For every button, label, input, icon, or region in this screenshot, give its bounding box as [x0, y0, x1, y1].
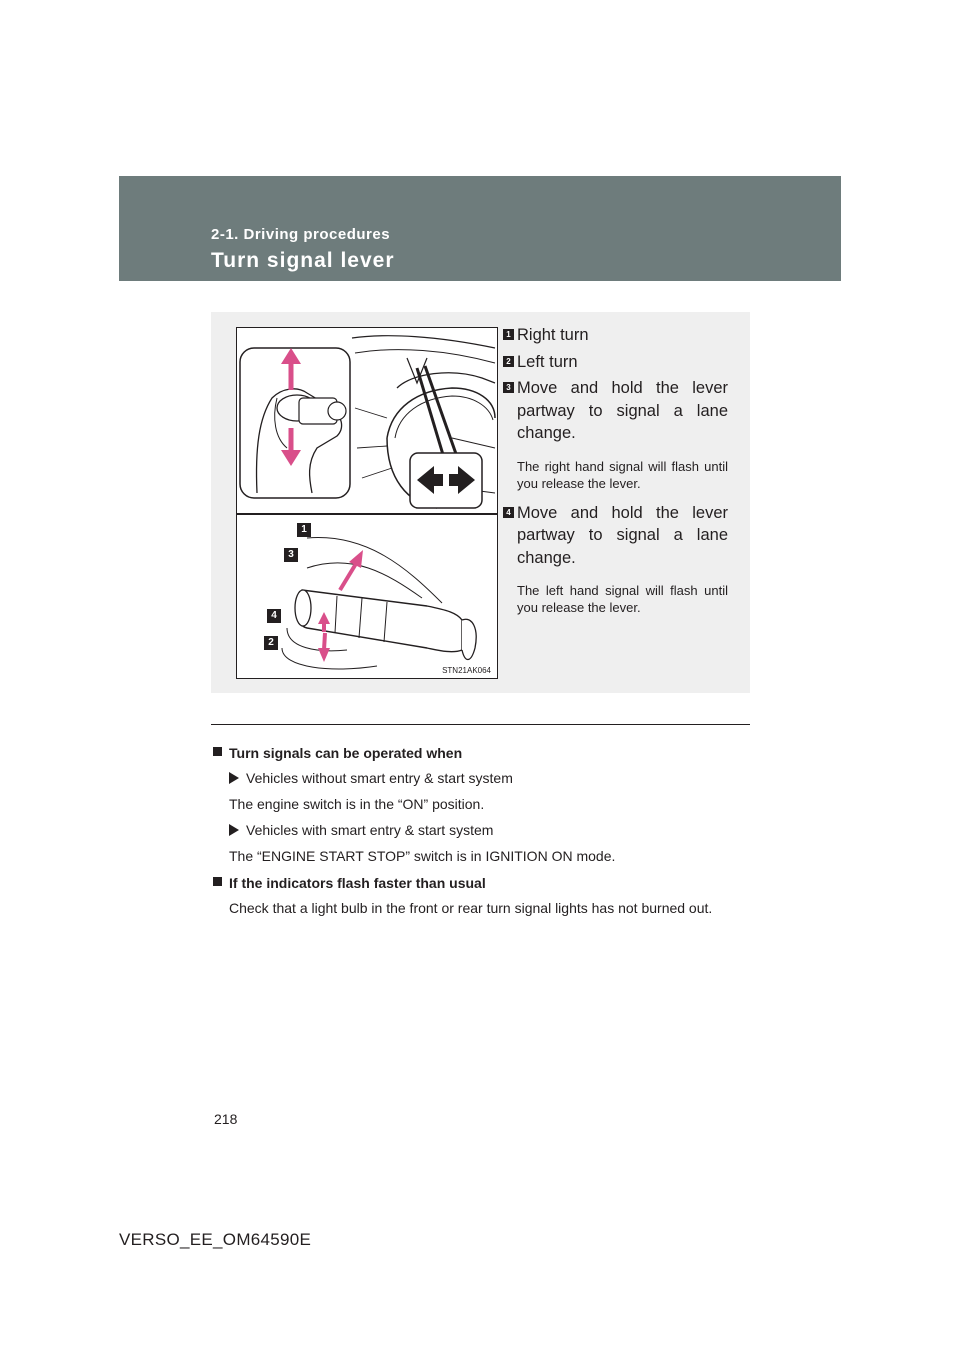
step-note: The left hand signal will flash until you release the lever. — [517, 583, 728, 615]
page-number: 218 — [214, 1111, 238, 1127]
callout-badge: 2 — [264, 636, 278, 650]
callout-badge: 4 — [267, 609, 281, 623]
triangle-bullet-icon — [229, 824, 239, 836]
illustration-panel — [211, 312, 750, 693]
page-title: Turn signal lever — [211, 249, 395, 272]
step-list — [503, 324, 728, 626]
divider-rule — [211, 724, 750, 725]
lever-illustration — [237, 328, 497, 678]
figure-code: STN21AK064 — [442, 666, 491, 675]
step-item — [503, 324, 728, 347]
note-paragraph: Check that a light bulb in the front or rear turn signal lights has not burned out. — [229, 900, 713, 916]
step-text: Left turn — [517, 352, 578, 371]
square-bullet-icon — [213, 877, 222, 886]
step-item — [503, 377, 728, 492]
section-header — [119, 176, 841, 281]
document-code: VERSO_EE_OM64590E — [119, 1230, 312, 1249]
step-number-badge: 2 — [503, 356, 514, 367]
square-bullet-icon — [213, 747, 222, 756]
note-item-detail: The “ENGINE START STOP” switch is in IGNITION ON mode. — [229, 848, 616, 864]
note-heading — [213, 872, 743, 898]
note-heading — [213, 742, 743, 768]
note-item-detail: The engine switch is in the “ON” position. — [229, 796, 485, 812]
step-number-badge: 1 — [503, 329, 514, 340]
note-item-label: Vehicles without smart entry & start system — [246, 770, 513, 786]
note-item-group — [213, 768, 743, 872]
section-label: 2-1. Driving procedures — [211, 226, 391, 243]
step-number-badge: 3 — [503, 382, 514, 393]
notes-section — [213, 742, 743, 918]
step-text: Right turn — [517, 326, 589, 344]
callout-badge: 3 — [284, 548, 298, 562]
callout-badge: 1 — [297, 523, 311, 537]
step-item — [503, 351, 728, 374]
note-heading-text: Turn signals can be operated when — [229, 745, 463, 761]
step-number-badge: 4 — [503, 507, 514, 518]
step-item — [503, 502, 728, 617]
note-item-label: Vehicles with smart entry & start system — [246, 822, 494, 838]
note-heading-text: If the indicators flash faster than usual — [229, 875, 486, 891]
step-text: Move and hold the lever partway to signal a lane change. — [517, 503, 728, 567]
turn-signal-lever-figure — [236, 327, 498, 679]
step-note: The right hand signal will flash until you release the lever. — [517, 458, 728, 491]
triangle-bullet-icon — [229, 772, 239, 784]
step-text: Move and hold the lever partway to signal a lane change. — [517, 379, 728, 442]
